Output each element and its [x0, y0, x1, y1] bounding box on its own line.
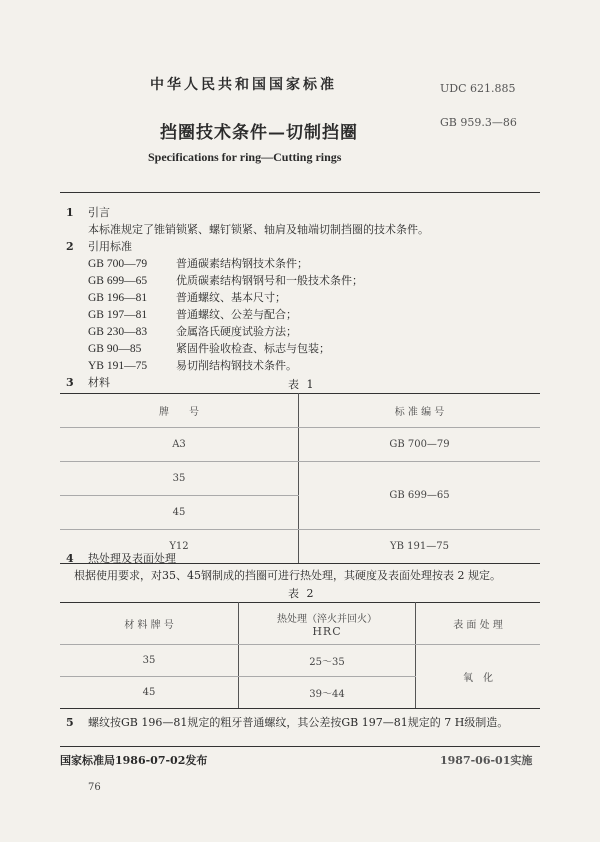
reference-item [88, 272, 363, 288]
table-row: Y12 [60, 530, 299, 564]
document-title-cn: 挡圈技术条件—切制挡圈 [160, 123, 358, 143]
section-3-number: 3 [66, 376, 74, 389]
table-row: 45 [60, 496, 299, 530]
reference-item [88, 306, 297, 322]
section-2-heading [66, 238, 132, 254]
page-number: 76 [88, 782, 101, 793]
document-title-en: Specifications for ring—Cutting rings [148, 150, 342, 164]
section-5-text: 螺纹按GB 196—81规定的粗牙普通螺纹，其公差按GB 197—81规定的 7 H级制造。 [88, 716, 509, 729]
table-2 [60, 602, 540, 709]
section-3-title: 材料 [88, 376, 110, 389]
table-1-header-standard: 标 准 编 号 [299, 394, 541, 428]
section-4-heading [66, 550, 176, 566]
country-standard-title: 中华人民共和国国家标准 [150, 77, 337, 93]
section-3-heading [66, 374, 110, 390]
effective-date: 1987-06-01实施 [440, 754, 533, 767]
section-4-title: 热处理及表面处理 [88, 552, 176, 565]
section-4-number: 4 [66, 552, 74, 565]
reference-code: GB 196—81 [88, 292, 148, 304]
reference-item [88, 289, 286, 305]
reference-name: 金属洛氏硬度试验方法； [176, 325, 297, 338]
header-rule [60, 192, 540, 193]
section-1-title: 引言 [88, 206, 110, 219]
section-2-number: 2 [66, 240, 74, 253]
reference-item [88, 255, 308, 271]
reference-code: GB 90—85 [88, 343, 142, 355]
table-2-header-heat-treatment [239, 603, 416, 645]
reference-name: 易切削结构钢技术条件。 [176, 359, 297, 372]
section-5-paragraph [66, 714, 508, 730]
gb-number: GB 959.3—86 [440, 116, 517, 129]
table-cell-hrc: 25～35 [239, 645, 416, 677]
reference-code: GB 699—65 [88, 275, 148, 287]
reference-code: GB 197—81 [88, 309, 148, 321]
section-1-heading [66, 204, 110, 220]
table-1-header-grade: 牌 号 [60, 394, 299, 428]
reference-code: GB 230—83 [88, 326, 148, 338]
reference-name: 普通碳素结构钢技术条件； [176, 257, 308, 270]
table-2-caption: 表 2 [288, 587, 316, 600]
reference-item [88, 340, 330, 356]
table-cell-hrc: 39～44 [239, 677, 416, 709]
table-row: 35 [60, 645, 239, 677]
heat-treatment-label: 热处理（淬火并回火） [277, 613, 377, 625]
table-2-header-material: 材 料 牌 号 [60, 603, 239, 645]
section-2-title: 引用标准 [88, 240, 132, 253]
footer-rule [60, 746, 540, 747]
issue-date: 国家标准局1986-07-02发布 [60, 754, 208, 767]
reference-name: 优质碳素结构钢钢号和一般技术条件； [176, 274, 363, 287]
table-row: A3 [60, 428, 299, 462]
table-1 [60, 393, 540, 564]
table-row: 45 [60, 677, 239, 709]
reference-item [88, 323, 297, 339]
table-cell-surface: 氧 化 [416, 645, 541, 709]
table-cell-standard: GB 700—79 [299, 428, 541, 462]
udc-number: UDC 621.885 [440, 82, 516, 95]
table-cell-standard: YB 191—75 [299, 530, 541, 564]
table-2-header-surface: 表 面 处 理 [416, 603, 541, 645]
reference-name: 普通螺纹、公差与配合； [176, 308, 297, 321]
reference-item [88, 357, 297, 373]
section-1-text: 本标准规定了锥销锁紧、螺钉锁紧、轴肩及轴端切制挡圈的技术条件。 [88, 223, 429, 236]
reference-name: 紧固件验收检查、标志与包装； [176, 342, 330, 355]
section-1-number: 1 [66, 206, 74, 219]
hrc-label: HRC [312, 624, 342, 638]
table-row: 35 [60, 462, 299, 496]
section-5-number: 5 [66, 716, 74, 729]
reference-code: GB 700—79 [88, 258, 148, 270]
table-cell-standard: GB 699—65 [299, 462, 541, 530]
table-1-caption: 表 1 [288, 378, 316, 391]
reference-code: YB 191—75 [88, 360, 148, 372]
section-4-text: 根据使用要求，对35、45钢制成的挡圈可进行热处理，其硬度及表面处理按表 2 规定。 [74, 569, 501, 582]
reference-name: 普通螺纹、基本尺寸； [176, 291, 286, 304]
